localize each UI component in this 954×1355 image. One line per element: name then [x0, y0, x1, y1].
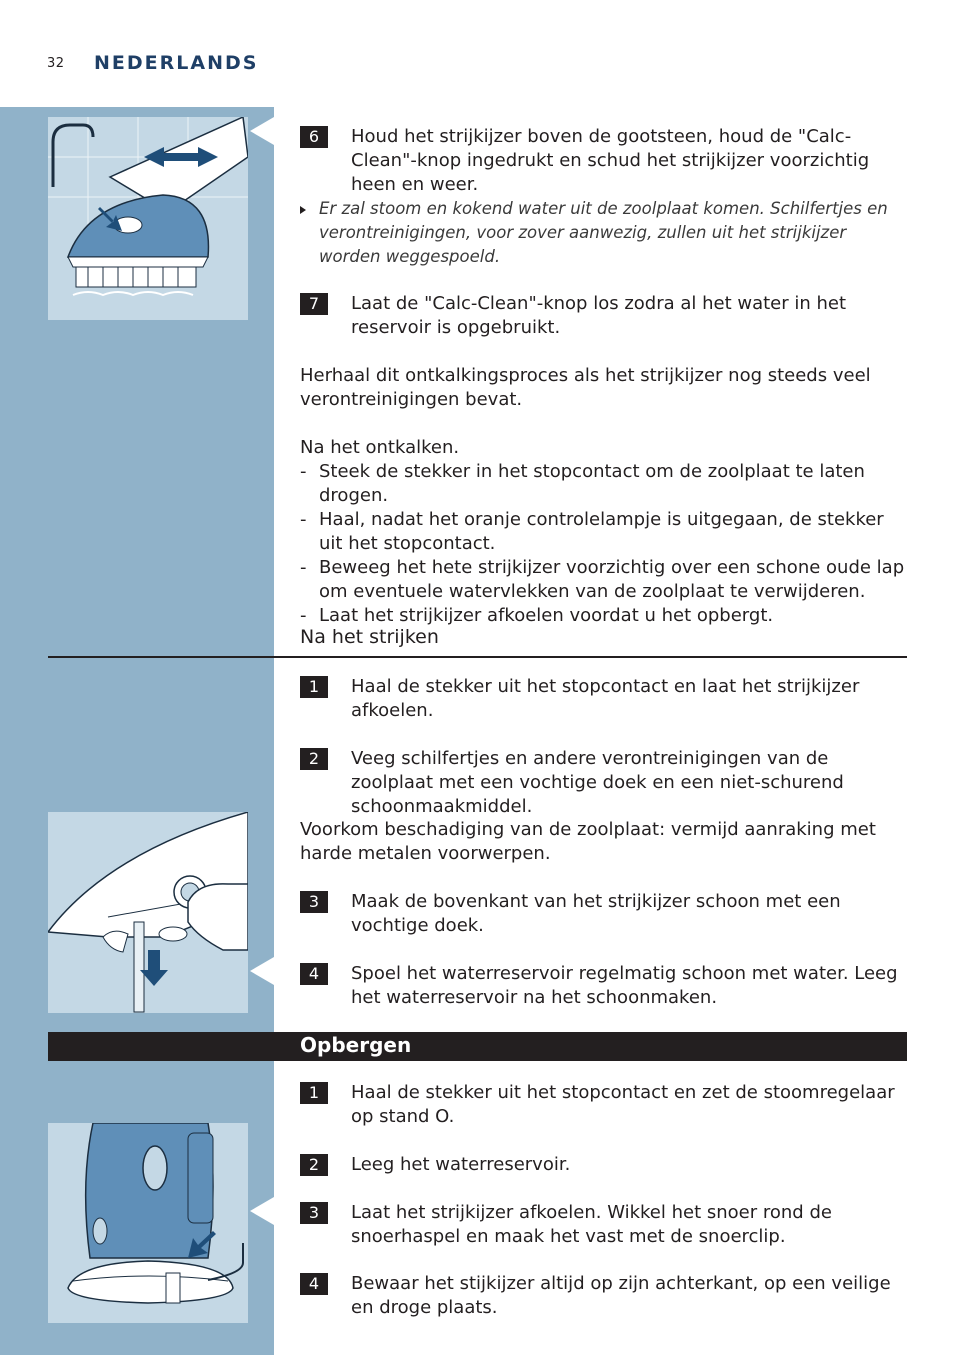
step-number: 1	[300, 1082, 328, 1104]
step-text: Veeg schilfertjes en andere verontreinigingen van de zoolplaat met een vochtige doek en een niet-schurend schoonmaakmiddel.	[351, 748, 844, 817]
step-number: 2	[300, 748, 328, 770]
language-heading: NEDERLANDS	[94, 52, 259, 74]
storage-step-2	[300, 1153, 910, 1177]
repeat-note: Herhaal dit ontkalkingsproces als het strijkijzer nog steeds veel verontreinigingen bevat.	[300, 365, 871, 410]
pointer-storage-step-3	[250, 1197, 274, 1225]
step-number: 3	[300, 1202, 328, 1224]
section-divider	[48, 656, 907, 658]
step-number: 4	[300, 1273, 328, 1295]
illustration-calc-clean	[48, 117, 248, 320]
step-text: Laat het strijkijzer afkoelen. Wikkel het snoer rond de snoerhaspel en maak het vast met de snoerclip.	[351, 1202, 832, 1247]
soleplate-warning: Voorkom beschadiging van de zoolplaat: vermijd aanraking met harde metalen voorwerpen.	[300, 819, 876, 864]
step-text: Maak de bovenkant van het strijkijzer schoon met een vochtige doek.	[351, 891, 841, 936]
section-title-storage: Opbergen	[300, 1033, 412, 1057]
storage-step-3	[300, 1201, 910, 1249]
list-item: - Beweeg het hete strijkijzer voorzichtig over een schone oude lap om eventuele watervlekken van de zoolplaat te verwijderen.	[300, 557, 905, 602]
after-descaling-list	[300, 460, 910, 628]
pointer-step-6	[250, 117, 274, 145]
storage-step-4	[300, 1272, 910, 1320]
step-6	[300, 125, 910, 197]
pointer-step-4	[250, 957, 274, 985]
list-item: - Laat het strijkijzer afkoelen voordat u het opbergt.	[300, 605, 774, 626]
after-step-1	[300, 675, 910, 723]
step-text: Leeg het waterreservoir.	[351, 1154, 571, 1175]
step-number: 6	[300, 126, 328, 148]
storage-step-1	[300, 1081, 910, 1129]
step-text: Houd het strijkijzer boven de gootsteen, houd de "Calc-Clean"-knop ingedrukt en schud het strijkijzer voorzichtig heen en weer.	[351, 126, 870, 195]
step-6-result	[300, 197, 910, 269]
step-text: Haal de stekker uit het stopcontact en zet de stoomregelaar op stand O.	[351, 1082, 895, 1127]
after-descaling-intro: Na het ontkalken.	[300, 437, 460, 458]
step-number: 1	[300, 676, 328, 698]
result-arrow-icon	[300, 206, 306, 214]
step-number: 7	[300, 293, 328, 315]
list-item: - Haal, nadat het oranje controlelampje is uitgegaan, de stekker uit het stopcontact.	[300, 509, 884, 554]
step-number: 3	[300, 891, 328, 913]
step-number: 2	[300, 1154, 328, 1176]
illustration-rinse-tank	[48, 812, 248, 1013]
result-text: Er zal stoom en kokend water uit de zoolplaat komen. Schilfertjes en verontreinigingen, voor zover aanwezig, zullen uit het strijkijzer worden weggespoeld.	[319, 199, 888, 266]
list-item: - Steek de stekker in het stopcontact om de zoolplaat te laten drogen.	[300, 461, 865, 506]
step-number: 4	[300, 963, 328, 985]
step-7	[300, 292, 910, 340]
after-step-3	[300, 890, 910, 938]
after-step-4	[300, 962, 910, 1010]
section-bar-storage	[48, 1032, 907, 1061]
page-number: 32	[47, 56, 65, 71]
section-title-after-ironing: Na het strijken	[300, 626, 439, 648]
step-text: Haal de stekker uit het stopcontact en laat het strijkijzer afkoelen.	[351, 676, 860, 721]
step-text: Spoel het waterreservoir regelmatig schoon met water. Leeg het waterreservoir na het schoonmaken.	[351, 963, 898, 1008]
after-step-2	[300, 747, 910, 819]
illustration-storage	[48, 1123, 248, 1323]
step-text: Bewaar het stijkijzer altijd op zijn achterkant, op een veilige en droge plaats.	[351, 1273, 891, 1318]
step-text: Laat de "Calc-Clean"-knop los zodra al het water in het reservoir is opgebruikt.	[351, 293, 847, 338]
